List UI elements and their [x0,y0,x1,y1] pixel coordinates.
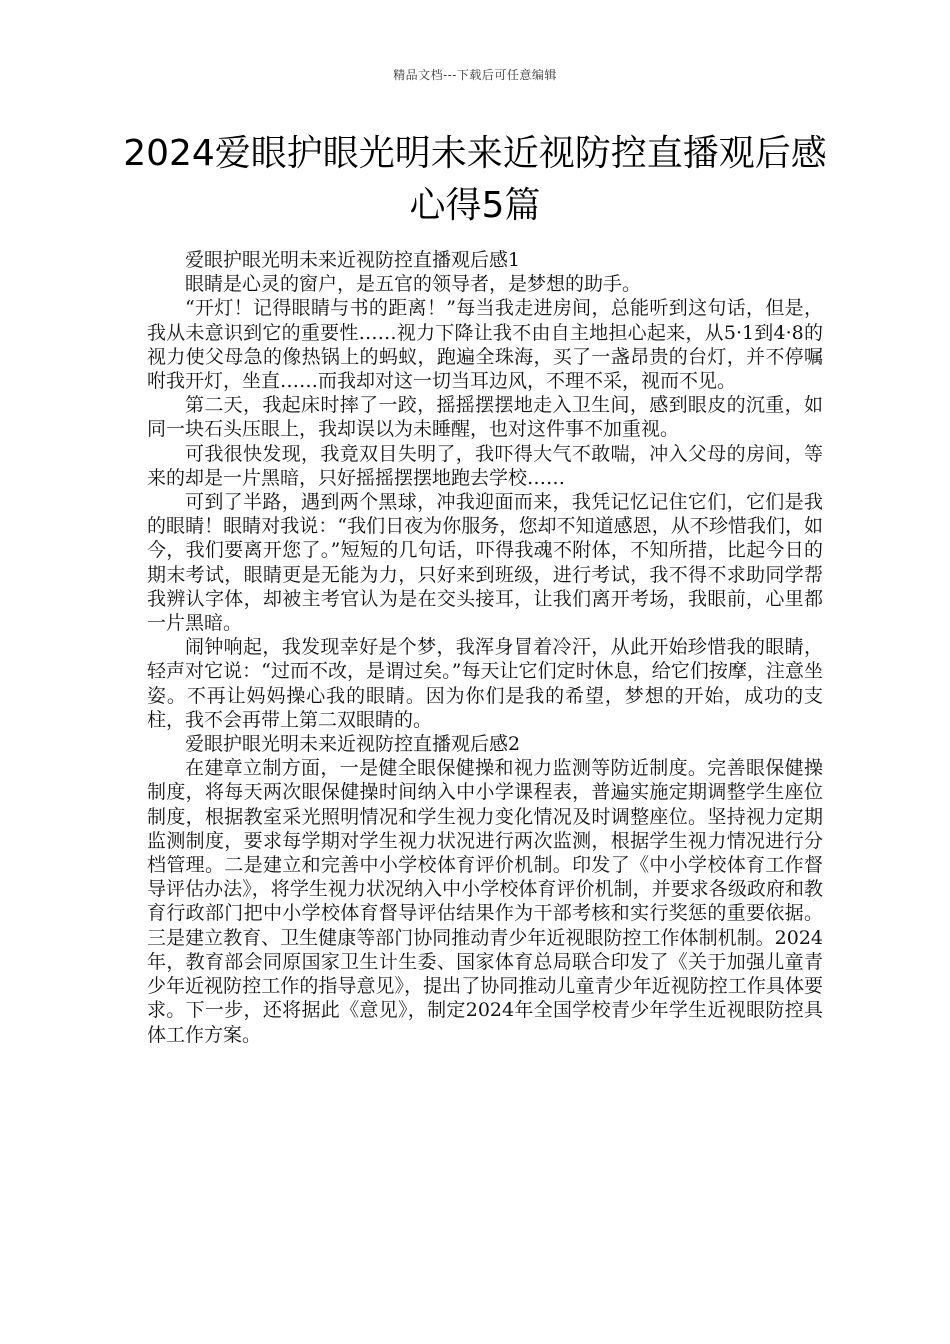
paragraph: 在建章立制方面，一是健全眼保健操和视力监测等防近制度。完善眼保健操制度，将每天两次眼保健操时间纳入中小学课程表，普遍实施定期调整学生座位制度，根据教室采光照明情况和学生视力变化情况及时调整座位。坚持视力定期监测制度，要求每学期对学生视力状况进行两次监测，根据学生视力情况进行分档管理。二是建立和完善中小学校体育评价机制。印发了《中小学校体育工作督导评估办法》，将学生视力状况纳入中小学校体育评价机制，并要求各级政府和教育行政部门把中小学校体育督导评估结果作为干部考核和实行奖惩的重要依据。三是建立教育、卫生健康等部门协同推动青少年近视眼防控工作体制机制。2024年，教育部会同原国家卫生计生委、国家体育总局联合印发了《关于加强儿童青少年近视防控工作的指导意见》，提出了协同推动儿童青少年近视防控工作具体要求。下一步，还将据此《意见》，制定2024年全国学校青少年学生近视眼防控具体工作方案。 [147,757,823,1046]
paragraph: “开灯！记得眼睛与书的距离！”每当我走进房间，总能听到这句话，但是，我从未意识到它的重要性……视力下降让我不由自主地担心起来，从5·1到4·8的视力使父母急的像热锅上的蚂蚁，跑遍全珠海，买了一盏昂贵的台灯，并不停嘱咐我开灯，坐直……而我却对这一切当耳边风，不理不采，视而不见。 [147,297,823,393]
paragraph: 可我很快发现，我竟双目失明了，我吓得大气不敢喘，冲入父母的房间，等来的却是一片黑暗，只好摇摇摆摆地跑去学校…… [147,442,823,489]
paragraph: 第二天，我起床时摔了一跤，摇摇摆摆地走入卫生间，感到眼皮的沉重，如同一块石头压眼上，我却误以为未睡醒，也对这件事不加重视。 [147,394,823,441]
document-body [147,248,823,1047]
header-note: 精品文档---下载后可任意编辑 [393,68,557,82]
document-title: 2024爱眼护眼光明未来近视防控直播观后感心得5篇 [123,133,827,226]
section-heading-2: 爱眼护眼光明未来近视防控直播观后感2 [185,733,521,756]
section-heading-1: 爱眼护眼光明未来近视防控直播观后感1 [185,249,521,271]
paragraph: 可到了半路，遇到两个黑球，冲我迎面而来，我凭记忆记住它们，它们是我的眼睛！眼睛对我说：“我们日夜为你服务，您却不知道感恩，从不珍惜我们，如今，我们要离开您了。”短短的几句话，吓得我魂不附体，不知所措，比起今日的期末考试，眼睛更是无能为力，只好来到班级，进行考试，我不得不求助同学帮我辨认字体，却被主考官认为是在交头接耳，让我们离开考场，我眼前，心里都一片黑暗。 [147,491,823,635]
paragraph: 眼睛是心灵的窗户，是五官的领导者，是梦想的助手。 [185,273,642,296]
paragraph: 闹钟响起，我发现幸好是个梦，我浑身冒着冷汗，从此开始珍惜我的眼睛，轻声对它说：“过而不改，是谓过矣。”每天让它们定时休息，给它们按摩，注意坐姿。不再让妈妈操心我的眼睛。因为你们是我的希望，梦想的开始，成功的支柱，我不会再带上第二双眼睛的。 [147,636,823,731]
